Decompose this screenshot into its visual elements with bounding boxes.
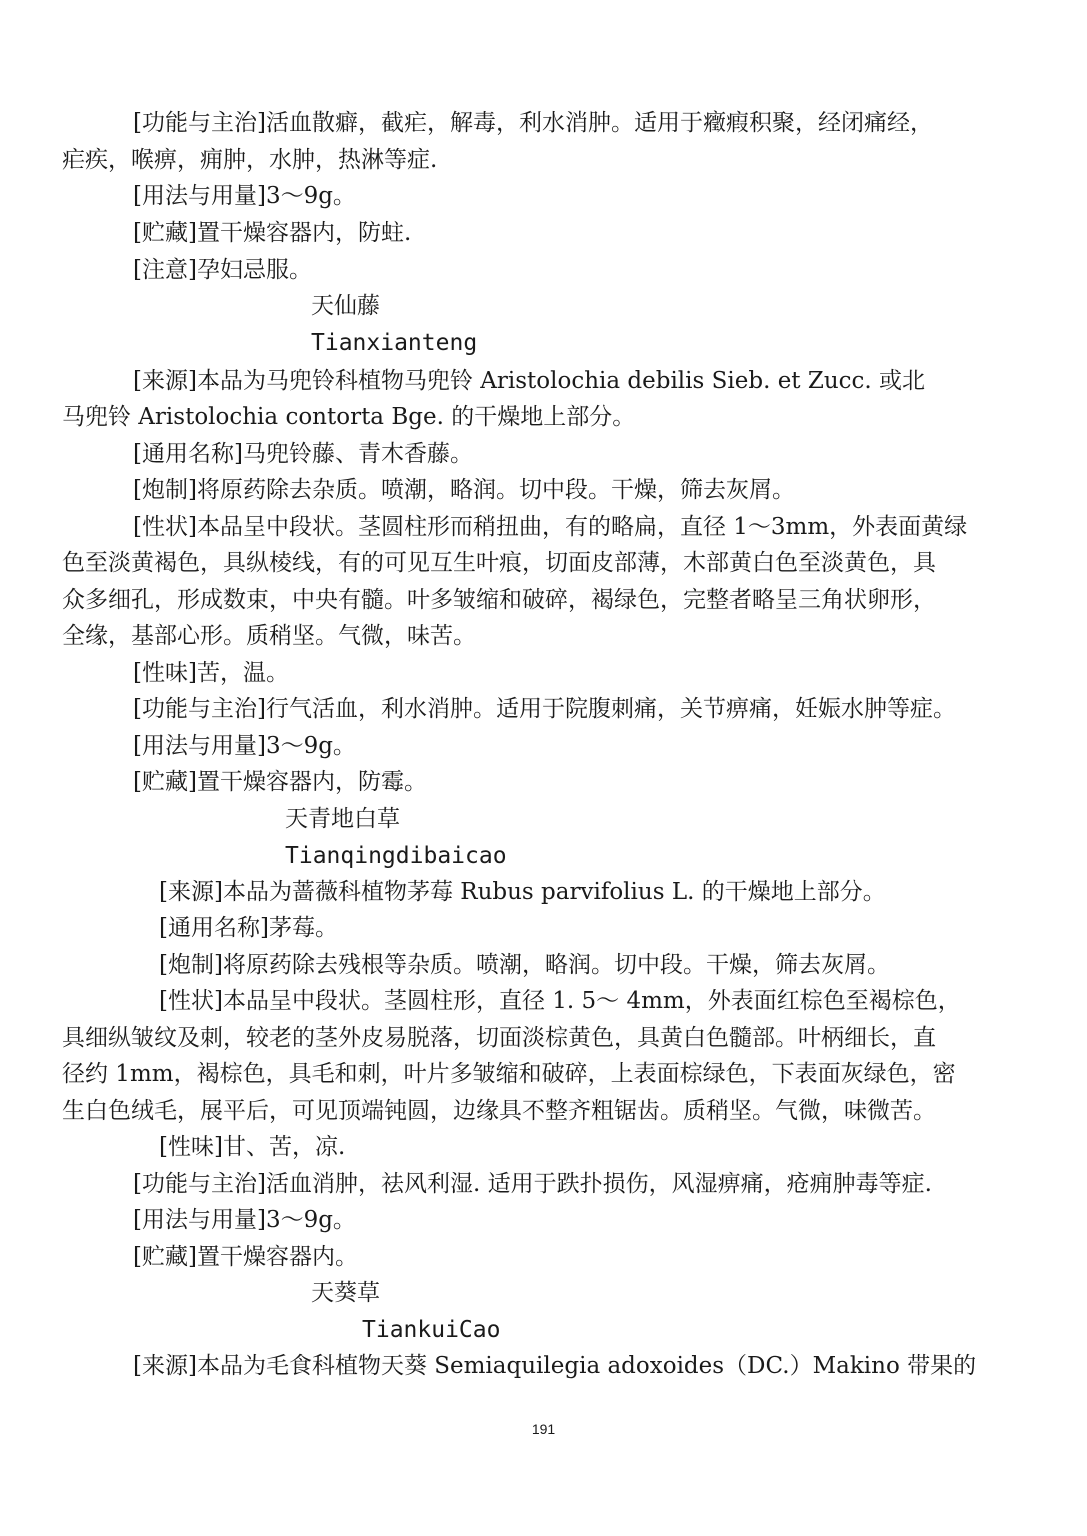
section-pinyin: Tianxianteng (311, 330, 478, 356)
text-line: [功能与主治]行气活血，利水消肿。适用于院腹刺痛，关节痹痛，妊娠水肿等症。 (133, 696, 956, 722)
section-heading: 天仙藤 (311, 293, 380, 319)
text-line: [用法与用量]3～9g。 (133, 1207, 356, 1233)
text-line: [炮制]将原药除去残根等杂质。喷潮，略润。切中段。干燥，筛去灰屑。 (159, 952, 890, 978)
text-line: [贮藏]置干燥容器内，防蛀. (133, 220, 412, 246)
text-line: 疟疾，喉痹，痈肿，水肿，热淋等症. (62, 147, 438, 173)
text-line: 生白色绒毛，展平后，可见顶端钝圆，边缘具不整齐粗锯齿。质稍坚。气微，味微苦。 (62, 1098, 936, 1124)
text-line: 马兜铃 Aristolochia contorta Bge. 的干燥地上部分。 (62, 404, 636, 430)
section-pinyin: TiankuiCao (362, 1317, 501, 1343)
text-line: 径约 1mm，褐棕色，具毛和刺，叶片多皱缩和破碎，上表面棕绿色，下表面灰绿色，密 (62, 1061, 956, 1087)
text-line: 众多细孔，形成数束，中央有髓。叶多皱缩和破碎，褐绿色，完整者略呈三角状卵形， (62, 587, 936, 613)
section-heading: 天葵草 (311, 1280, 380, 1306)
text-line: [用法与用量]3～9g。 (133, 183, 356, 209)
text-line: [来源]本品为马兜铃科植物马兜铃 Aristolochia debilis Sieb. et Zucc. 或北 (133, 368, 926, 394)
text-line: [注意]孕妇忌服。 (133, 257, 312, 283)
text-line: [性味]甘、苦，凉. (159, 1134, 346, 1160)
text-line: [功能与主治]活血消肿，祛风利湿. 适用于跌扑损伤，风湿痹痛，疮痈肿毒等症. (133, 1171, 932, 1197)
text-line: [用法与用量]3～9g。 (133, 733, 356, 759)
text-line: 具细纵皱纹及刺，较老的茎外皮易脱落，切面淡棕黄色，具黄白色髓部。叶柄细长，直 (62, 1025, 936, 1051)
text-line: [贮藏]置干燥容器内，防霉。 (133, 769, 427, 795)
text-line: [功能与主治]活血散癖，截疟，解毒，利水消肿。适用于癥瘕积聚，经闭痛经， (133, 110, 933, 136)
section-pinyin: Tianqingdibaicao (285, 843, 507, 869)
text-line: [来源]本品为毛食科植物天葵 Semiaquilegia adoxoides（DC.）Makino 带果的 (133, 1353, 977, 1379)
text-line: [贮藏]置干燥容器内。 (133, 1244, 358, 1270)
text-line: [来源]本品为蔷薇科植物茅莓 Rubus parvifolius L. 的干燥地上部分。 (159, 879, 886, 905)
text-line: [通用名称]马兜铃藤、青木香藤。 (133, 441, 473, 467)
section-heading: 天青地白草 (285, 806, 400, 832)
text-line: [性状]本品呈中段状。茎圆柱形而稍扭曲，有的略扁，直径 1～3mm，外表面黄绿 (133, 514, 968, 540)
text-line: 全缘，基部心形。质稍坚。气微，味苦。 (62, 623, 476, 649)
text-line: [性状]本品呈中段状。茎圆柱形，直径 1. 5～ 4mm，外表面红棕色至褐棕色， (159, 988, 961, 1014)
page-number: 191 (531, 1421, 556, 1437)
text-line: [性味]苦，温。 (133, 660, 289, 686)
text-line: [通用名称]茅莓。 (159, 915, 338, 941)
text-line: 色至淡黄褐色，具纵棱线，有的可见互生叶痕，切面皮部薄，木部黄白色至淡黄色，具 (62, 550, 936, 576)
text-line: [炮制]将原药除去杂质。喷潮，略润。切中段。干燥，筛去灰屑。 (133, 477, 795, 503)
